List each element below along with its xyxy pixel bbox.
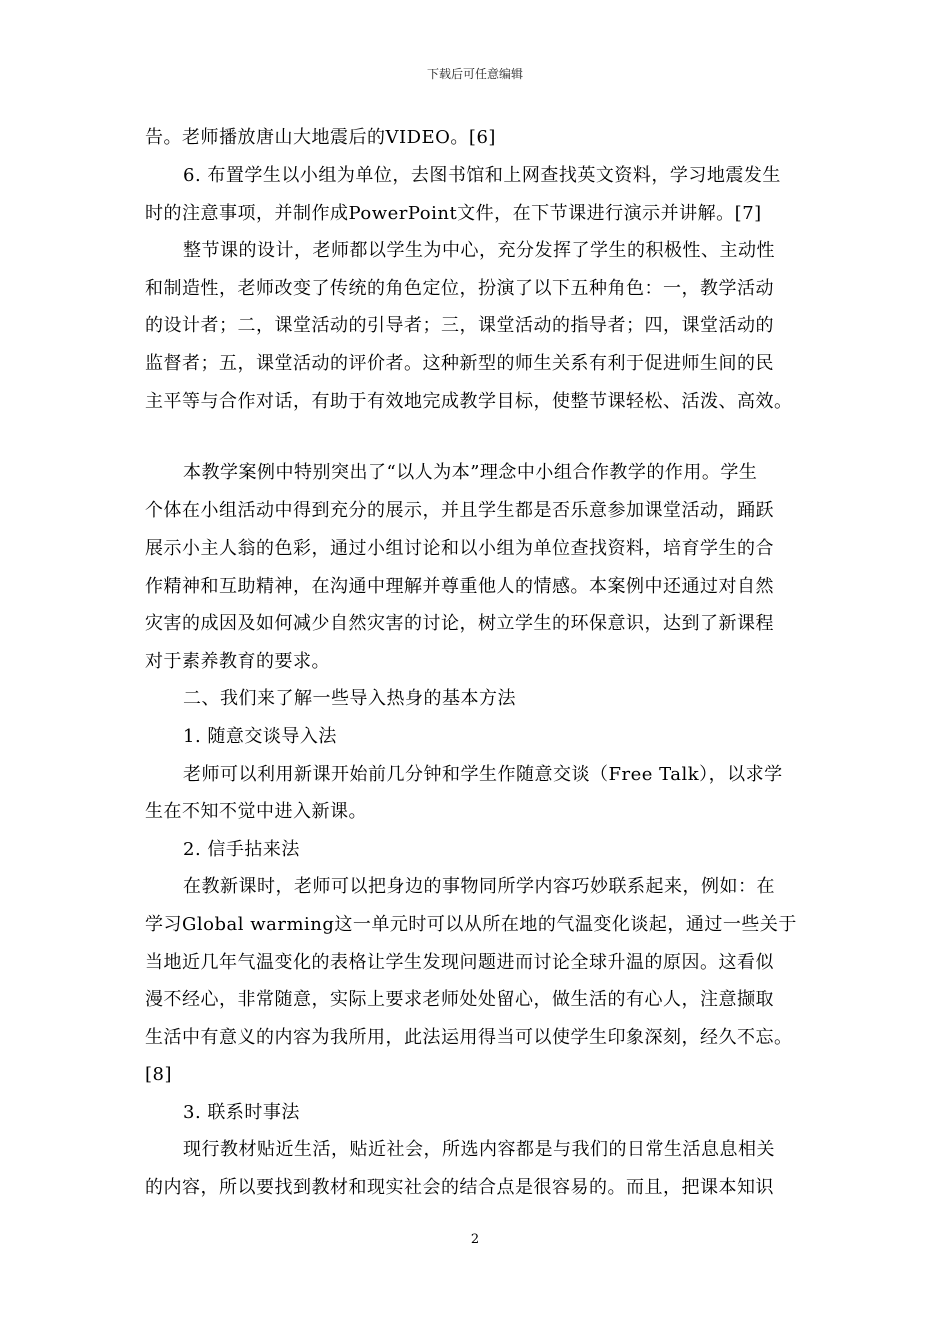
text-line-13: 灾害的成因及如何减少自然灾害的讨论，树立学生的环保意识，达到了新课程 <box>145 613 774 634</box>
text-line-7: 监督者；五，课堂活动的评价者。这种新型的师生关系有利于促进师生间的民 <box>145 353 774 374</box>
text-line-2: 6. 布置学生以小组为单位，去图书馆和上网查找英文资料，学习地震发生 <box>183 165 781 186</box>
text-line-14: 对于素养教育的要求。 <box>145 651 330 672</box>
text-line-28: 的内容，所以要找到教材和现实社会的结合点是很容易的。而且，把课本知识 <box>145 1177 774 1198</box>
text-line-26: 3. 联系时事法 <box>183 1102 300 1123</box>
text-line-10: 个体在小组活动中得到充分的展示，并且学生都是否乐意参加课堂活动，踊跃 <box>145 500 774 521</box>
text-line-11: 展示小主人翁的色彩，通过小组讨论和以小组为单位查找资料，培育学生的合 <box>145 538 774 559</box>
text-line-3: 时的注意事项，并制作成PowerPoint文件，在下节课进行演示并讲解。[7] <box>145 203 762 224</box>
text-line-15: 二、我们来了解一些导入热身的基本方法 <box>183 688 516 709</box>
text-line-27: 现行教材贴近生活，贴近社会，所选内容都是与我们的日常生活息息相关 <box>183 1139 775 1160</box>
page-number: 2 <box>470 1232 480 1247</box>
text-line-24: 生活中有意义的内容为我所用，此法运用得当可以使学生印象深刻，经久不忘。 <box>145 1027 793 1048</box>
text-line-17: 老师可以利用新课开始前几分钟和学生作随意交谈（Free Talk），以求学 <box>183 764 783 785</box>
text-line-22: 当地近几年气温变化的表格让学生发现问题进而讨论全球升温的原因。这看似 <box>145 952 774 973</box>
text-line-8: 主平等与合作对话，有助于有效地完成教学目标，使整节课轻松、活泼、高效。 <box>145 391 793 412</box>
text-line-6: 的设计者；二，课堂活动的引导者；三，课堂活动的指导者；四，课堂活动的 <box>145 315 774 336</box>
text-line-9: 本教学案例中特别突出了“以人为本”理念中小组合作教学的作用。学生 <box>183 462 758 483</box>
text-line-21: 学习Global warming这一单元时可以从所在地的气温变化谈起，通过一些关于 <box>145 914 797 935</box>
page-header: 下载后可任意编辑 <box>426 67 523 81</box>
text-line-18: 生在不知不觉中进入新课。 <box>145 801 367 822</box>
text-line-1: 告。老师播放唐山大地震后的VIDEO。[6] <box>145 127 496 148</box>
text-line-23: 漫不经心，非常随意，实际上要求老师处处留心，做生活的有心人，注意撷取 <box>145 989 774 1010</box>
text-line-12: 作精神和互助精神，在沟通中理解并尊重他人的情感。本案例中还通过对自然 <box>145 576 774 597</box>
text-line-25: [8] <box>145 1064 172 1085</box>
text-line-4: 整节课的设计，老师都以学生为中心，充分发挥了学生的积极性、主动性 <box>183 240 775 261</box>
text-line-5: 和制造性，老师改变了传统的角色定位，扮演了以下五种角色：一，教学活动 <box>145 278 774 299</box>
text-line-16: 1. 随意交谈导入法 <box>183 726 337 747</box>
text-line-20: 在教新课时，老师可以把身边的事物同所学内容巧妙联系起来，例如：在 <box>183 876 775 897</box>
text-line-19: 2. 信手拈来法 <box>183 839 300 860</box>
